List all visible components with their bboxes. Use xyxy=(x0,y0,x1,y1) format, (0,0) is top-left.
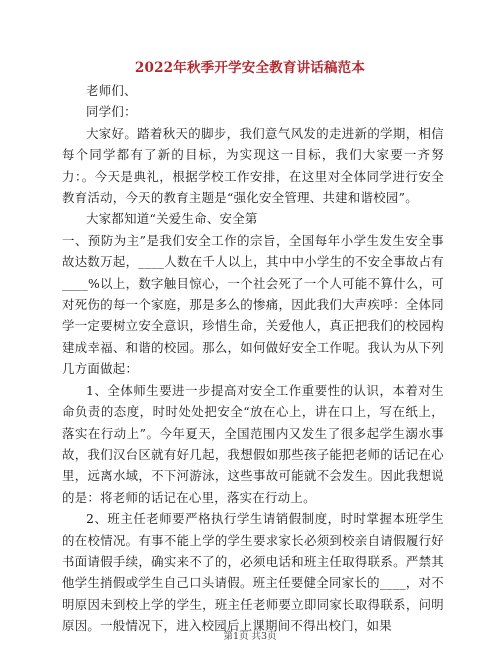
salutation-teachers: 老师们、 xyxy=(86,83,137,98)
paragraph-prevention: 一、预防为主”是我们安全工作的宗旨，全国每年小学生发生安全事故达数万起，____人数在千人以上，其中中小学生的不安全事故占有____%以上，数字触目惊心，一个社会死了一个人可能不算什么，可对死伤的每一个家庭，那是多么的惨痛，因此我们大声疾呼：全体同学一定要树立安全意识，珍惜生命，关爱他人，真正把我们的校园构建成幸福、和谐的校园。那么，如何做好安全工作呢。我认为从下列几方面做起： xyxy=(62,232,444,377)
document-body xyxy=(62,80,444,637)
document-title: 2022年秋季开学安全教育讲话稿范本 xyxy=(134,60,366,76)
paragraph-point-1: 1、全体师生要进一步提高对安全工作重要性的认识，本着对生命负责的态度，时时处处把安全“放在心上，讲在口上，写在纸上，落实在行动上”。今年夏天，全国范围内又发生了很多起学生溺水事故，我们汉台区就有好几起，我想假如那些孩子能把老师的话记在心里，远离水域，不下河游泳，这些事故可能就不会发生。因此我想说的是：将老师的话记在心里，落实在行动上。 xyxy=(62,382,444,505)
paragraph-point-2: 2、班主任老师要严格执行学生请销假制度，时时掌握本班学生的在校情况。有事不能上学的学生要求家长必须到校亲自请假履行好书面请假手续，确实来不了的，必须电话和班主任取得联系。严禁其他学生捎假或学生自己口头请假。班主任要健全同家长的____，对不明原因未到校上学的学生，班主任老师要立即同家长取得联系，问明原因。一般情况下，进入校园后上课期间不得出校门，如果 xyxy=(62,511,444,634)
salutation-students: 同学们： xyxy=(86,104,137,120)
page-footer: 第1页 共3页 xyxy=(223,631,277,642)
paragraph-safety-first: 大家都知道“关爱生命、安全第 xyxy=(86,211,258,227)
paragraph-greeting: 大家好。踏着秋天的脚步，我们意气风发的走进新的学期，相信每个同学都有了新的目标，为实现这一目标，我们大家要一齐努力：。今天是典礼，根据学校工作安排，在这里对全体同学进行安全教育活动，今天的教育主题是“强化安全管理、共建和谐校园”。 xyxy=(62,125,444,206)
